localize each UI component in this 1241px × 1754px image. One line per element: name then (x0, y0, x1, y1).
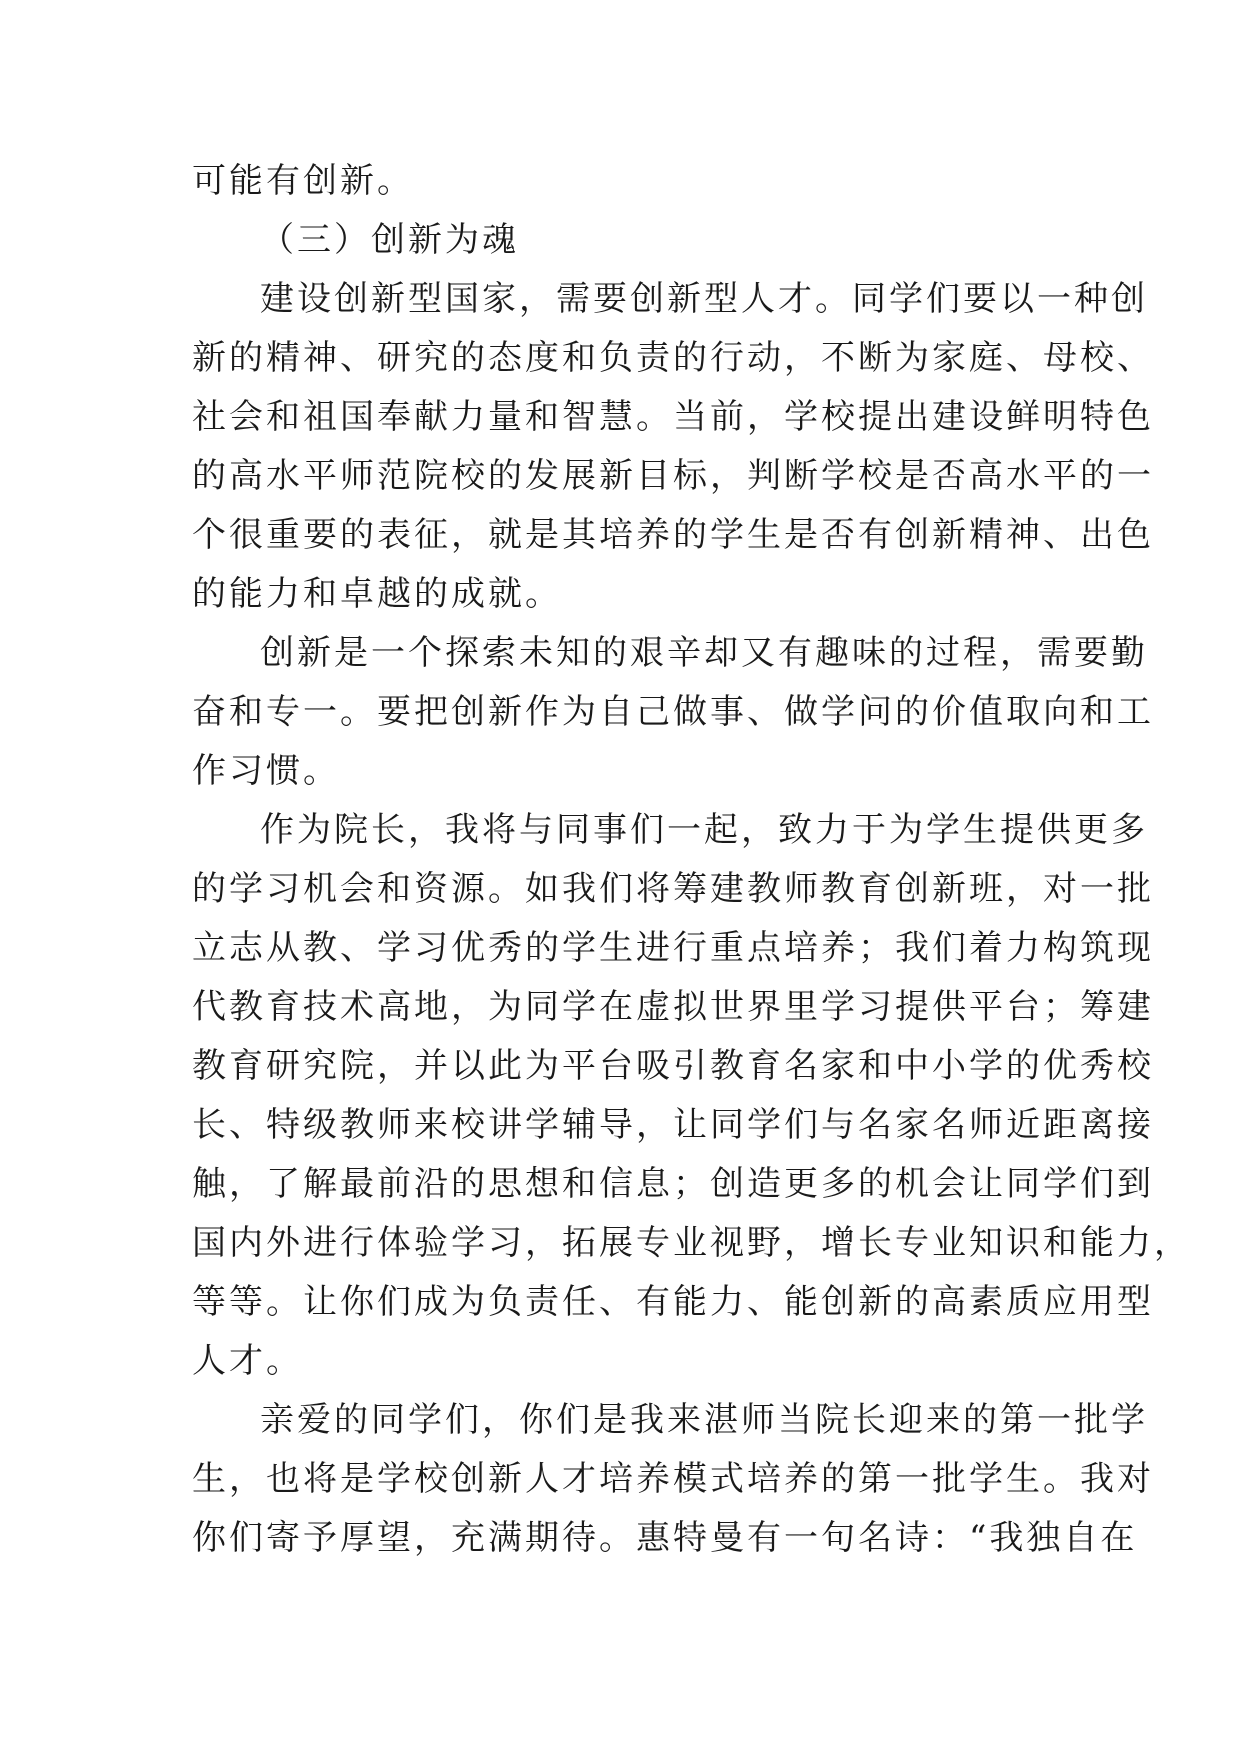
text-line: 代教育技术高地，为同学在虚拟世界里学习提供平台；筹建 (192, 987, 1154, 1027)
text-line: 生，也将是学校创新人才培养模式培养的第一批学生。我对 (192, 1459, 1154, 1499)
text-line: 的学习机会和资源。如我们将筹建教师教育创新班，对一批 (192, 869, 1154, 909)
text-line: 新的精神、研究的态度和负责的行动，不断为家庭、母校、 (192, 338, 1154, 378)
text-line: 等等。让你们成为负责任、有能力、能创新的高素质应用型 (192, 1282, 1154, 1322)
text-line: 社会和祖国奉献力量和智慧。当前，学校提出建设鲜明特色 (192, 397, 1154, 437)
text-line: 作习惯。 (192, 751, 340, 791)
text-line: 亲爱的同学们，你们是我来湛师当院长迎来的第一批学 (260, 1400, 1148, 1440)
text-line: 触，了解最前沿的思想和信息；创造更多的机会让同学们到 (192, 1164, 1154, 1204)
text-line: 人才。 (192, 1341, 303, 1381)
section-heading: （三）创新为魂 (260, 220, 519, 260)
text-line: 立志从教、学习优秀的学生进行重点培养；我们着力构筑现 (192, 928, 1154, 968)
text-line: 教育研究院，并以此为平台吸引教育名家和中小学的优秀校 (192, 1046, 1154, 1086)
text-line: 作为院长，我将与同事们一起，致力于为学生提供更多 (260, 810, 1148, 850)
text-line: 建设创新型国家，需要创新型人才。同学们要以一种创 (260, 279, 1148, 319)
text-line: 可能有创新。 (192, 161, 414, 201)
text-line: 奋和专一。要把创新作为自己做事、做学问的价值取向和工 (192, 692, 1154, 732)
text-line: 你们寄予厚望，充满期待。惠特曼有一句名诗：“我独自在 (192, 1518, 1138, 1558)
text-line: 创新是一个探索未知的艰辛却又有趣味的过程，需要勤 (260, 633, 1148, 673)
text-line: 长、特级教师来校讲学辅导，让同学们与名家名师近距离接 (192, 1105, 1154, 1145)
document-page (192, 152, 1191, 1568)
text-line: 的高水平师范院校的发展新目标，判断学校是否高水平的一 (192, 456, 1154, 496)
text-line: 的能力和卓越的成就。 (192, 574, 562, 614)
text-line: 个很重要的表征，就是其培养的学生是否有创新精神、出色 (192, 515, 1154, 555)
text-line: 国内外进行体验学习，拓展专业视野，增长专业知识和能力， (192, 1223, 1191, 1263)
